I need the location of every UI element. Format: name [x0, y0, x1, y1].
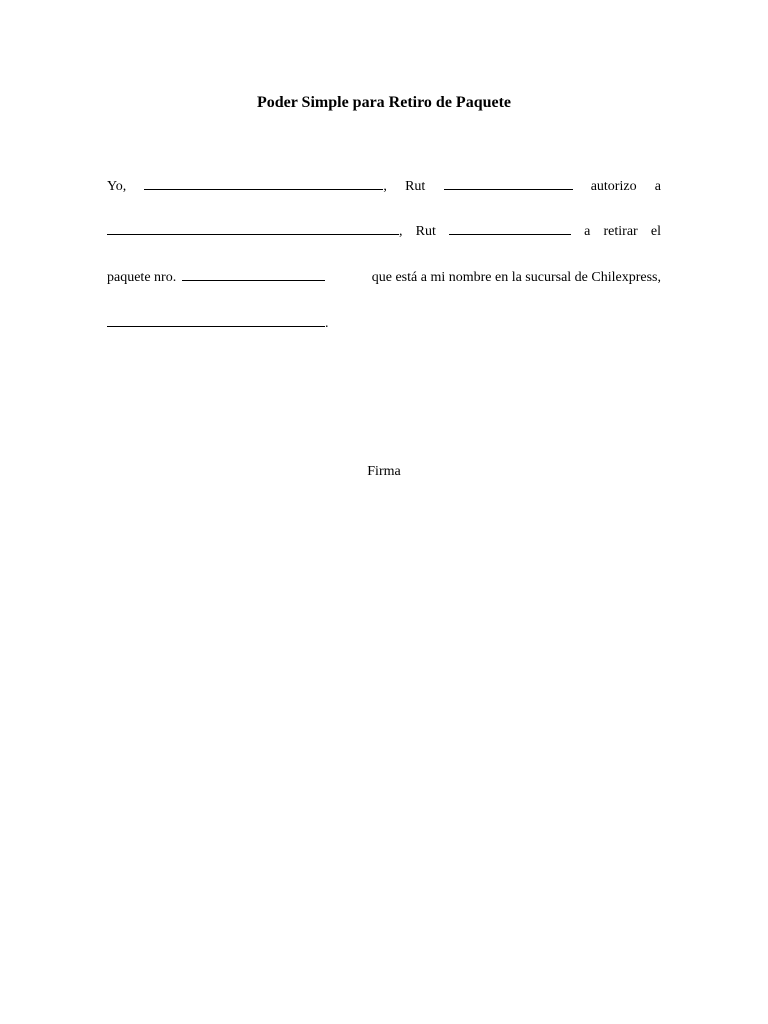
text-paquete-nro: paquete nro.	[107, 270, 177, 285]
text-comma: ,	[383, 179, 387, 194]
text-a: a	[654, 179, 661, 194]
text-rut-1: Rut	[405, 179, 426, 194]
blank-authorized-rut[interactable]	[449, 221, 571, 235]
paragraph-line-1	[107, 176, 661, 194]
paragraph-line-4	[107, 313, 661, 331]
text-period: .	[325, 316, 329, 331]
blank-package-number[interactable]	[182, 267, 325, 281]
blank-branch-name[interactable]	[107, 313, 325, 327]
document-title: Poder Simple para Retiro de Paquete	[256, 94, 512, 111]
blank-grantor-name[interactable]	[144, 176, 383, 190]
blank-authorized-name[interactable]	[107, 221, 399, 235]
text-branch-clause: que está a mi nombre en la sucursal de Chilexpress,	[371, 270, 661, 285]
paragraph-line-2	[107, 221, 661, 239]
text-el: el	[650, 224, 661, 239]
signature-label: Firma	[367, 464, 401, 479]
text-autorizo: autorizo	[590, 179, 637, 194]
text-yo: Yo,	[107, 179, 127, 194]
text-a: a	[584, 224, 591, 239]
blank-grantor-rut[interactable]	[444, 176, 573, 190]
text-retirar: retirar	[603, 224, 638, 239]
text-rut-2: Rut	[415, 224, 436, 239]
text-comma: ,	[399, 224, 403, 239]
paragraph-line-3	[107, 267, 661, 285]
